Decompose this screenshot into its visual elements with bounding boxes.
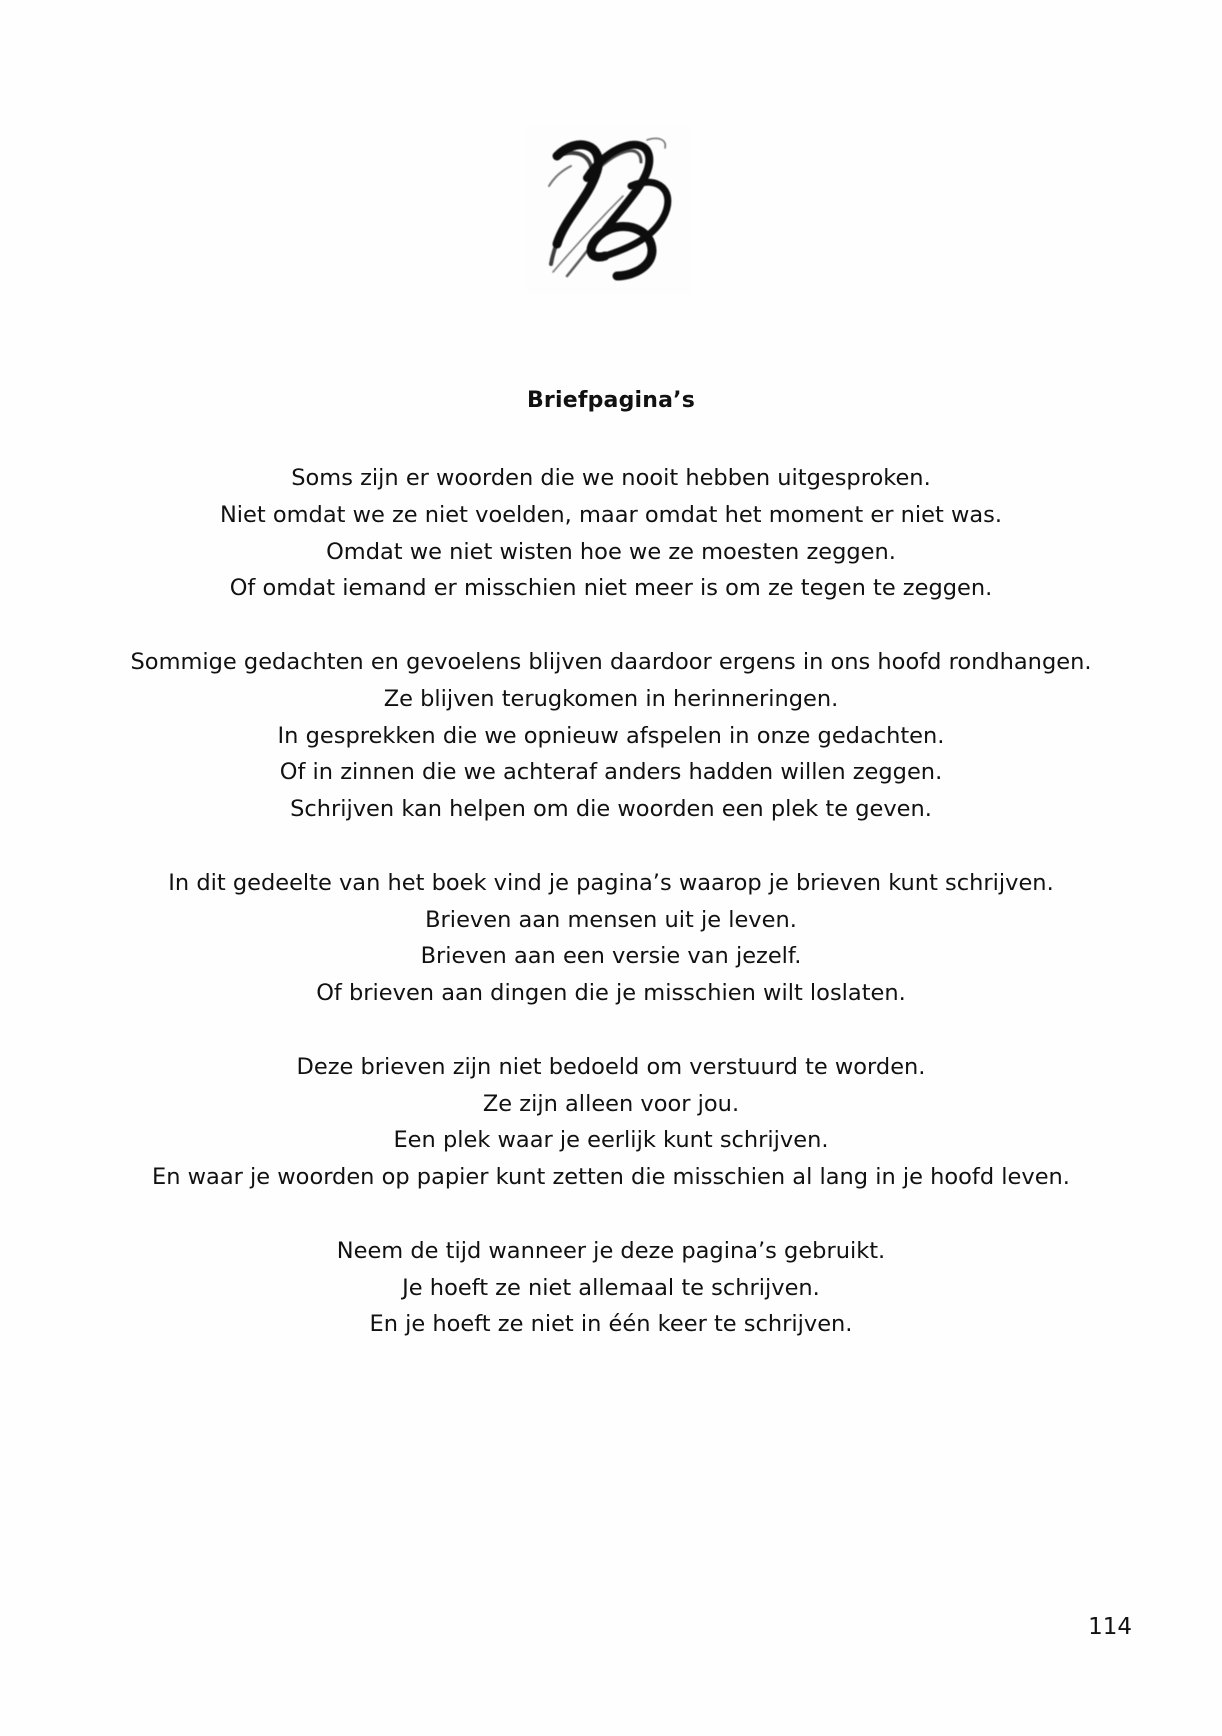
- text-line: Of omdat iemand er misschien niet meer is om ze tegen te zeggen.: [229, 575, 993, 602]
- paragraph: [60, 1233, 1162, 1343]
- text-line: Of in zinnen die we achteraf anders hadden willen zeggen.: [279, 759, 943, 786]
- text-line: Omdat we niet wisten hoe we ze moesten zeggen.: [326, 538, 896, 565]
- paragraph: [60, 1049, 1162, 1196]
- text-line: En waar je woorden op papier kunt zetten die misschien al lang in je hoofd leven.: [152, 1164, 1070, 1191]
- text-line: Soms zijn er woorden die we nooit hebben uitgesproken.: [291, 465, 931, 491]
- text-line: Brieven aan een versie van jezelf.: [420, 943, 802, 970]
- text-line: Ze blijven terugkomen in herinneringen.: [383, 685, 839, 712]
- paragraph: [60, 460, 1162, 607]
- text-line: Een plek waar je eerlijk kunt schrijven.: [393, 1127, 829, 1154]
- text-line: Schrijven kan helpen om die woorden een plek te geven.: [290, 796, 932, 823]
- text-line: Niet omdat we ze niet voelden, maar omdat het moment er niet was.: [219, 501, 1003, 528]
- ink-brush-swirl-icon: [527, 126, 693, 294]
- text-line: Sommige gedachten en gevoelens blijven daardoor ergens in ons hoofd rondhangen.: [130, 648, 1092, 675]
- text-line: In gesprekken die we opnieuw afspelen in onze gedachten.: [277, 722, 945, 749]
- page-title: Briefpagina’s: [526, 388, 696, 413]
- text-line: Neem de tijd wanneer je deze pagina’s gebruikt.: [336, 1237, 886, 1264]
- text-line: Brieven aan mensen uit je leven.: [425, 906, 797, 933]
- text-line: Ze zijn alleen voor jou.: [482, 1090, 740, 1117]
- body-text: [60, 460, 1162, 1380]
- page-number: 114: [1088, 1614, 1132, 1640]
- text-line: En je hoeft ze niet in één keer te schrijven.: [369, 1311, 853, 1338]
- text-line: Deze brieven zijn niet bedoeld om verstuurd te worden.: [296, 1053, 926, 1080]
- paragraph: [60, 644, 1162, 828]
- text-line: In dit gedeelte van het boek vind je pagina’s waarop je brieven kunt schrijven.: [168, 869, 1054, 896]
- paragraph: [60, 865, 1162, 1012]
- text-line: Je hoeft ze niet allemaal te schrijven.: [402, 1274, 820, 1301]
- text-line: Of brieven aan dingen die je misschien wilt loslaten.: [316, 980, 906, 1007]
